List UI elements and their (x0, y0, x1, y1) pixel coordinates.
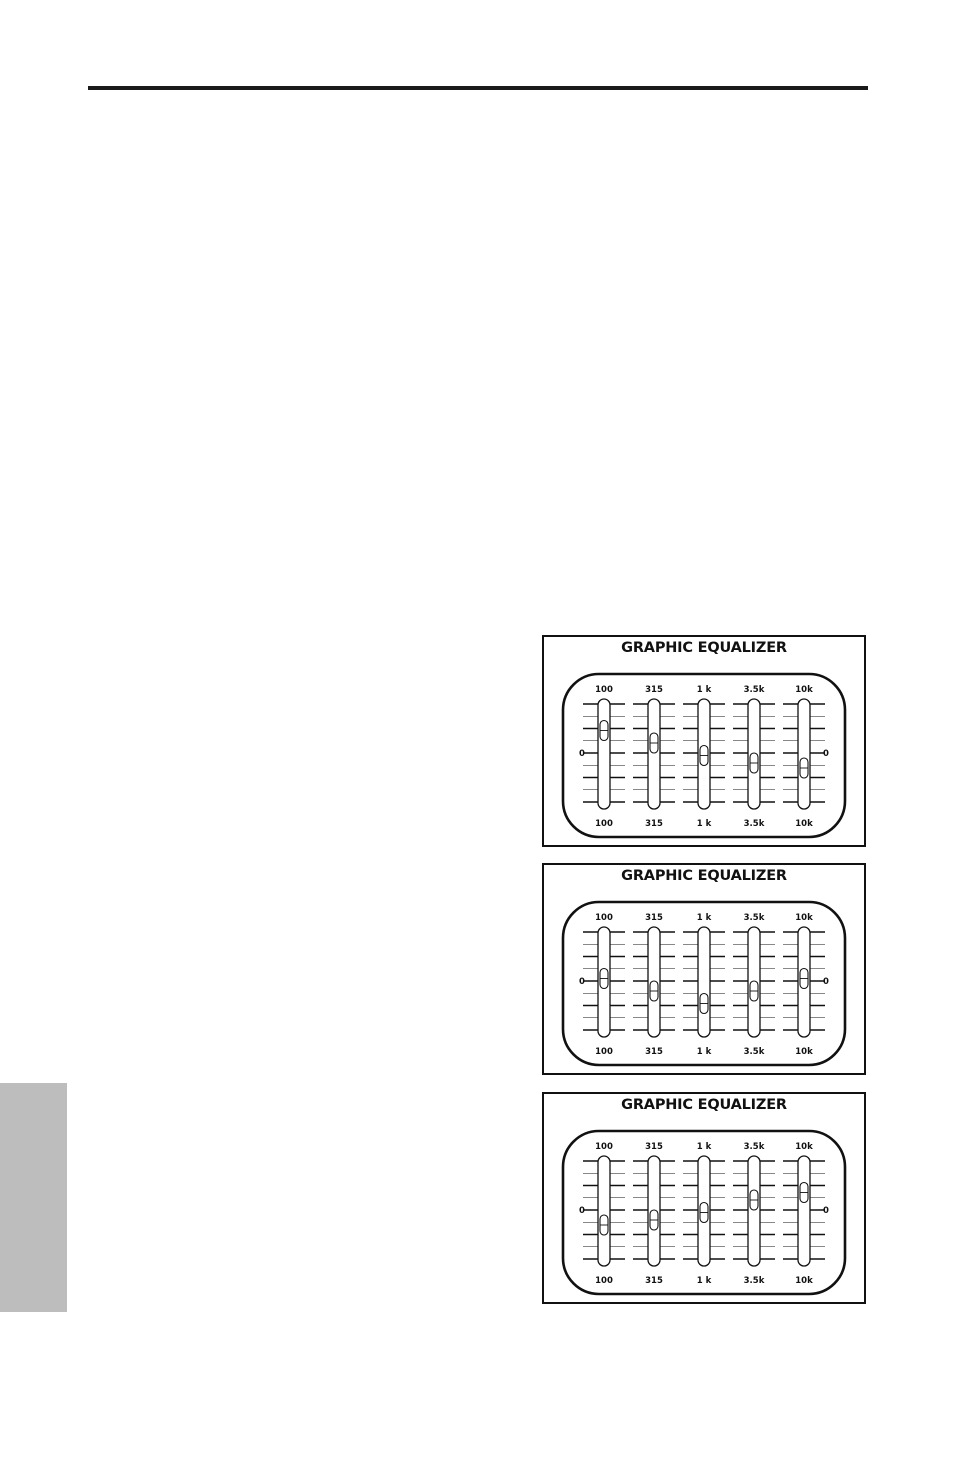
band-label-top: 1 k (696, 913, 712, 923)
zero-label-left: 0 (579, 1206, 585, 1216)
band-label-bottom: 100 (595, 1276, 613, 1286)
band-label-bottom: 100 (595, 819, 613, 829)
band-label-bottom: 100 (595, 1047, 613, 1057)
band-label-top: 3.5k (743, 1142, 765, 1152)
band-label-top: 3.5k (743, 685, 765, 695)
band-label-top: 10k (795, 685, 813, 695)
band-label-top: 100 (595, 685, 613, 695)
slider-slot (648, 699, 660, 809)
band-label-bottom: 315 (645, 819, 663, 829)
band-label-bottom: 3.5k (743, 1047, 765, 1057)
band-label-top: 1 k (696, 685, 712, 695)
band-label-top: 3.5k (743, 913, 765, 923)
band-label-bottom: 10k (795, 1047, 813, 1057)
zero-label-right: 0 (823, 749, 829, 759)
equalizer-title: GRAPHIC EQUALIZER (621, 640, 787, 656)
top-rule (88, 86, 868, 90)
band-label-bottom: 10k (795, 819, 813, 829)
band-label-bottom: 1 k (696, 1047, 712, 1057)
equalizer-diagram-3 (544, 1094, 864, 1302)
band-label-bottom: 315 (645, 1276, 663, 1286)
slider-slot (598, 1156, 610, 1266)
band-label-top: 100 (595, 913, 613, 923)
equalizer-diagram-2 (544, 865, 864, 1073)
slider-slot (698, 927, 710, 1037)
graphic-equalizer-panel-2 (542, 863, 866, 1075)
graphic-equalizer-panel-1 (542, 635, 866, 847)
slider-slot (748, 1156, 760, 1266)
band-label-top: 315 (645, 1142, 663, 1152)
band-label-bottom: 1 k (696, 1276, 712, 1286)
band-label-bottom: 10k (795, 1276, 813, 1286)
band-label-bottom: 3.5k (743, 1276, 765, 1286)
band-label-top: 100 (595, 1142, 613, 1152)
slider-slot (798, 1156, 810, 1266)
band-label-top: 315 (645, 685, 663, 695)
equalizer-diagram-1 (544, 637, 864, 845)
zero-label-right: 0 (823, 1206, 829, 1216)
band-label-top: 10k (795, 913, 813, 923)
band-label-bottom: 315 (645, 1047, 663, 1057)
equalizer-title: GRAPHIC EQUALIZER (621, 868, 787, 884)
band-label-top: 10k (795, 1142, 813, 1152)
band-label-top: 315 (645, 913, 663, 923)
zero-label-left: 0 (579, 749, 585, 759)
graphic-equalizer-panel-3 (542, 1092, 866, 1304)
band-label-bottom: 1 k (696, 819, 712, 829)
zero-label-right: 0 (823, 977, 829, 987)
band-label-top: 1 k (696, 1142, 712, 1152)
slider-slot (798, 699, 810, 809)
equalizer-title: GRAPHIC EQUALIZER (621, 1097, 787, 1113)
band-label-bottom: 3.5k (743, 819, 765, 829)
section-side-tab (0, 1083, 67, 1312)
slider-slot (598, 699, 610, 809)
zero-label-left: 0 (579, 977, 585, 987)
